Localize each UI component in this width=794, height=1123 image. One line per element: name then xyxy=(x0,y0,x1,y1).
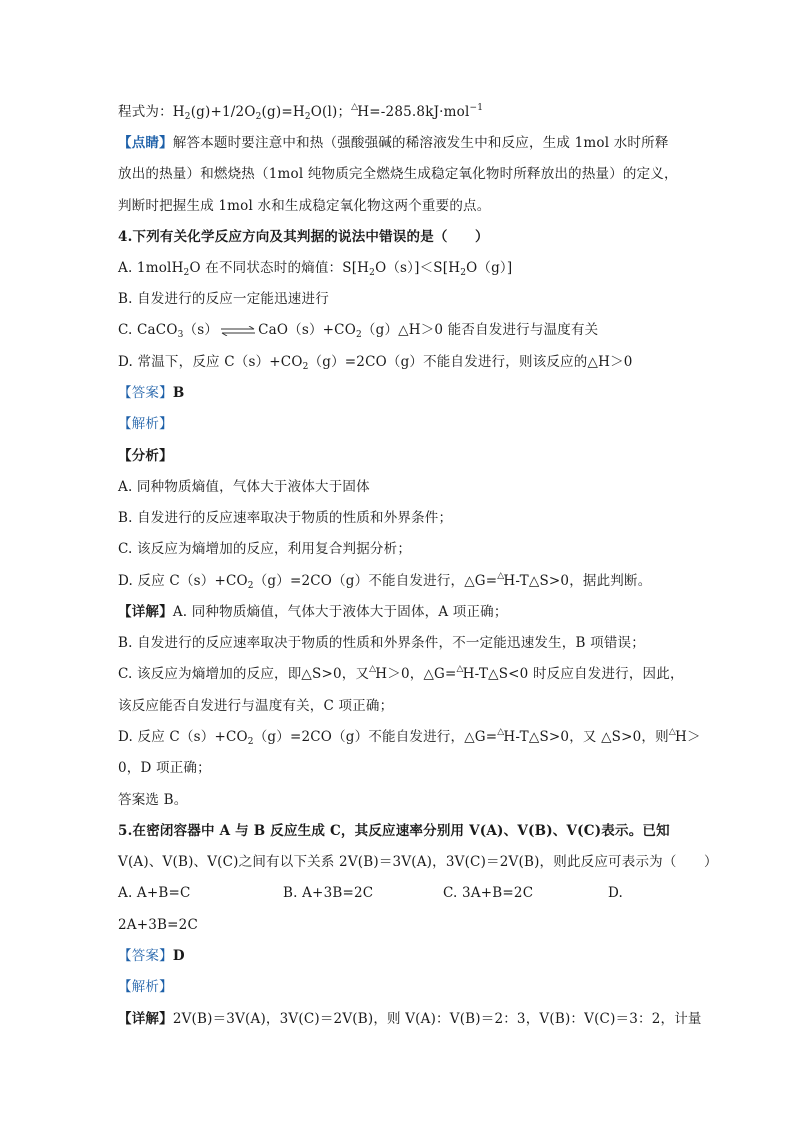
subscript: 2 xyxy=(184,112,191,122)
delta-symbol: △ xyxy=(497,571,505,581)
subscript: 2 xyxy=(255,112,262,122)
answer-value: D xyxy=(172,948,185,964)
bracket-open: 【 xyxy=(118,135,132,151)
fenxi-heading: 【分析】 xyxy=(118,448,173,464)
text: 2V(B)＝3V(A)，3V(C)＝2V(B)，则 V(A)：V(B)＝2：3，V(B)：V(C)＝3：2，计量 xyxy=(172,1011,702,1027)
text: O(l)； xyxy=(310,104,352,120)
delta-symbol: △ xyxy=(497,727,505,737)
detail-line xyxy=(118,664,684,686)
delta-symbol: △ xyxy=(369,664,377,674)
text: O 在不同状态时的熵值：S[H xyxy=(189,260,370,276)
subscript: 2 xyxy=(247,581,254,591)
subscript: 2 xyxy=(304,112,311,122)
text: H-T△S>0，据此判断。 xyxy=(503,573,652,589)
option-c xyxy=(118,320,678,340)
paragraph-line: 放出的热量）和燃烧热（1mol 纯物质完全燃烧生成稳定氧化物时所释放出的热量）的定义， xyxy=(118,166,678,182)
superscript: −1 xyxy=(469,103,484,113)
text: (g)+1/2O xyxy=(190,104,256,120)
text: H=-285.8kJ·mol xyxy=(357,104,470,120)
text: （g）△H＞0 能否自发进行与温度有关 xyxy=(361,322,599,338)
detail-line: 【详解】2V(B)＝3V(A)，3V(C)＝2V(B)，则 V(A)：V(B)＝2：3，V(B)：V(C)＝3：2，计量 xyxy=(118,1011,702,1027)
text: 程式为：H xyxy=(118,104,185,120)
text: A. 1molH xyxy=(118,260,184,276)
detail-line: 该反应能否自发进行与温度有关，C 项正确； xyxy=(118,698,394,714)
text: D. 反应 C（s）+CO xyxy=(118,573,248,589)
delta-symbol: △ xyxy=(668,727,676,737)
subscript: 3 xyxy=(177,330,184,340)
detail-line: B. 自发进行的反应速率取决于物质的性质和外界条件，不一定能迅速发生，B 项错误； xyxy=(118,635,645,651)
text: （g）=2CO（g）不能自发进行，△G= xyxy=(253,729,498,745)
analysis-heading: 【解析】 xyxy=(118,416,173,432)
paragraph-line: 判断时把握生成 1mol 水和生成稳定氧化物这两个重要的点。 xyxy=(118,198,491,214)
section-tag-detail: 详解 xyxy=(131,604,160,620)
section-tag-detail: 详解 xyxy=(131,1011,160,1027)
text: H-T△S>0，又 △S>0，则 xyxy=(503,729,669,745)
text: O（g）] xyxy=(466,260,513,276)
section-tag-analysis: 解析 xyxy=(131,416,160,432)
subscript: 2 xyxy=(355,330,362,340)
delta-symbol: △ xyxy=(456,664,464,674)
text: H＞0，△G= xyxy=(375,666,457,682)
text: CaO（s）+CO xyxy=(258,322,356,338)
text: D. 反应 C（s）+CO xyxy=(118,729,248,745)
subscript: 2 xyxy=(247,737,254,747)
fenxi-line xyxy=(118,571,678,593)
subscript: 2 xyxy=(183,268,190,278)
option-a xyxy=(118,258,678,278)
text: H-T△S<0 时反应自发进行，因此， xyxy=(462,666,684,682)
equilibrium-arrows-icon xyxy=(220,326,256,336)
text: H＞ xyxy=(674,729,701,745)
text: （g）=2CO（g）不能自发进行，△G= xyxy=(253,573,498,589)
section-tag-dianjing: 点睛 xyxy=(131,135,160,151)
question-5-title: 5.在密闭容器中 A 与 B 反应生成 C，其反应速率分别用 V(A)、V(B)、V(C)表示。已知 xyxy=(118,823,670,839)
detail-line: 答案选 B。 xyxy=(118,792,188,808)
subscript: 2 xyxy=(302,362,309,372)
text: 解答本题时要注意中和热（强酸强碱的稀溶液发生中和反应，生成 1mol 水时所释 xyxy=(172,135,669,151)
bracket-close: 】 xyxy=(159,135,173,151)
fenxi-line: C. 该反应为熵增加的反应，利用复合判据分析； xyxy=(118,541,412,557)
option-a: A. A+B=C xyxy=(118,885,191,901)
section-tag-analysis: 解析 xyxy=(131,979,160,995)
option-b: B. A+3B=2C xyxy=(283,885,374,901)
text: D. 常温下，反应 C（s）+CO xyxy=(118,354,303,370)
option-c: C. 3A+B=2C xyxy=(443,885,534,901)
detail-line: 【详解】A. 同种物质熵值，气体大于液体大于固体，A 项正确； xyxy=(118,604,508,620)
text: （s） xyxy=(183,322,219,338)
answer-line: 【答案】B xyxy=(118,385,185,401)
answer-value: B xyxy=(172,385,185,401)
equation-line xyxy=(118,102,678,124)
question-5-title-cont: V(A)、V(B)、V(C)之间有以下关系 2V(B)＝3V(A)，3V(C)＝2V(B)，则此反应可表示为（ ） xyxy=(118,854,718,870)
option-d-cont: 2A+3B=2C xyxy=(118,917,198,933)
text: O（s）]＜S[H xyxy=(375,260,461,276)
delta-symbol: △ xyxy=(351,102,359,112)
subscript: 2 xyxy=(460,268,467,278)
option-d xyxy=(118,352,678,372)
fenxi-line: B. 自发进行的反应速率取决于物质的性质和外界条件； xyxy=(118,510,453,526)
tip-line xyxy=(118,133,678,153)
text: C. CaCO xyxy=(118,322,178,338)
section-tag-answer: 答案 xyxy=(131,385,160,401)
detail-line xyxy=(118,727,701,749)
analysis-heading: 【解析】 xyxy=(118,979,173,995)
subscript: 2 xyxy=(369,268,376,278)
detail-line: 0，D 项正确； xyxy=(118,760,211,776)
answer-line: 【答案】D xyxy=(118,948,185,964)
option-d: D. xyxy=(608,885,624,901)
text: A. 同种物质熵值，气体大于液体大于固体，A 项正确； xyxy=(172,604,508,620)
text: (g)=H xyxy=(261,104,305,120)
section-tag-fenxi: 分析 xyxy=(131,448,160,464)
text: （g）=2CO（g）不能自发进行，则该反应的△H＞0 xyxy=(308,354,633,370)
option-b: B. 自发进行的反应一定能迅速进行 xyxy=(118,291,329,307)
question-4-title: 4.下列有关化学反应方向及其判据的说法中错误的是（ ） xyxy=(118,229,489,245)
section-tag-answer: 答案 xyxy=(131,948,160,964)
text: C. 该反应为熵增加的反应，即△S>0，又 xyxy=(118,666,370,682)
fenxi-line: A. 同种物质熵值，气体大于液体大于固体 xyxy=(118,479,370,495)
